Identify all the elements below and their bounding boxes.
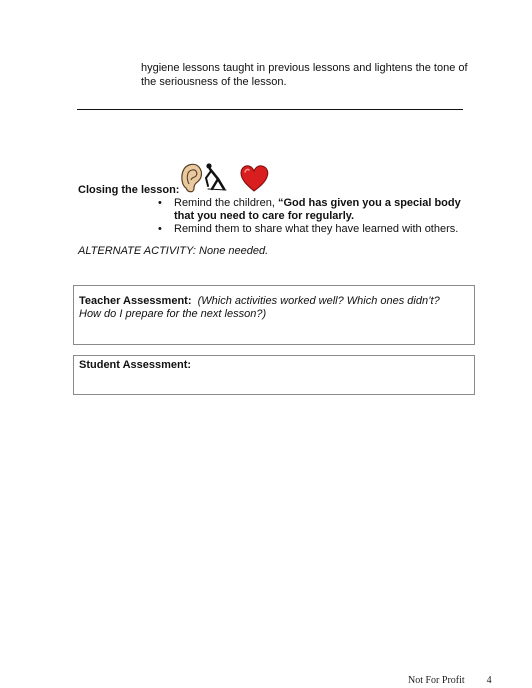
page-number: 4	[486, 675, 492, 686]
heart-icon	[241, 166, 268, 191]
alternate-activity-text: ALTERNATE ACTIVITY: None needed.	[78, 245, 269, 257]
closing-icons	[178, 160, 274, 196]
closing-bullet-list	[158, 197, 478, 236]
footer-text: Not For Profit	[408, 675, 465, 686]
stretching-person-icon	[206, 163, 226, 190]
closing-lesson-label: Closing the lesson:	[78, 184, 180, 196]
bullet-text: Remind the children,	[174, 197, 278, 209]
section-divider	[77, 109, 463, 110]
ear-icon	[182, 164, 202, 191]
intro-paragraph: hygiene lessons taught in previous lessons and lightens the tone of the seriousness of the lesson.	[141, 62, 468, 88]
teacher-assessment-content	[79, 295, 464, 321]
student-assessment-label: Student Assessment:	[79, 359, 192, 371]
bullet-text: Remind them to share what they have learned with others.	[174, 223, 459, 235]
list-item	[158, 223, 478, 236]
list-item	[158, 197, 478, 223]
bullet-dot: •	[158, 197, 162, 209]
teacher-assessment-box	[73, 285, 475, 345]
bullet-dot: •	[158, 223, 162, 235]
student-assessment-box	[73, 355, 475, 395]
teacher-assessment-question: (Which activities worked well? Which ones didn’t? How do I prepare for the next lesson?)	[79, 295, 440, 320]
bullet-bold-text: “God has given you a special body that you need to care for regularly.	[174, 197, 461, 222]
teacher-assessment-label: Teacher Assessment:	[79, 295, 192, 307]
page-footer	[408, 675, 492, 687]
